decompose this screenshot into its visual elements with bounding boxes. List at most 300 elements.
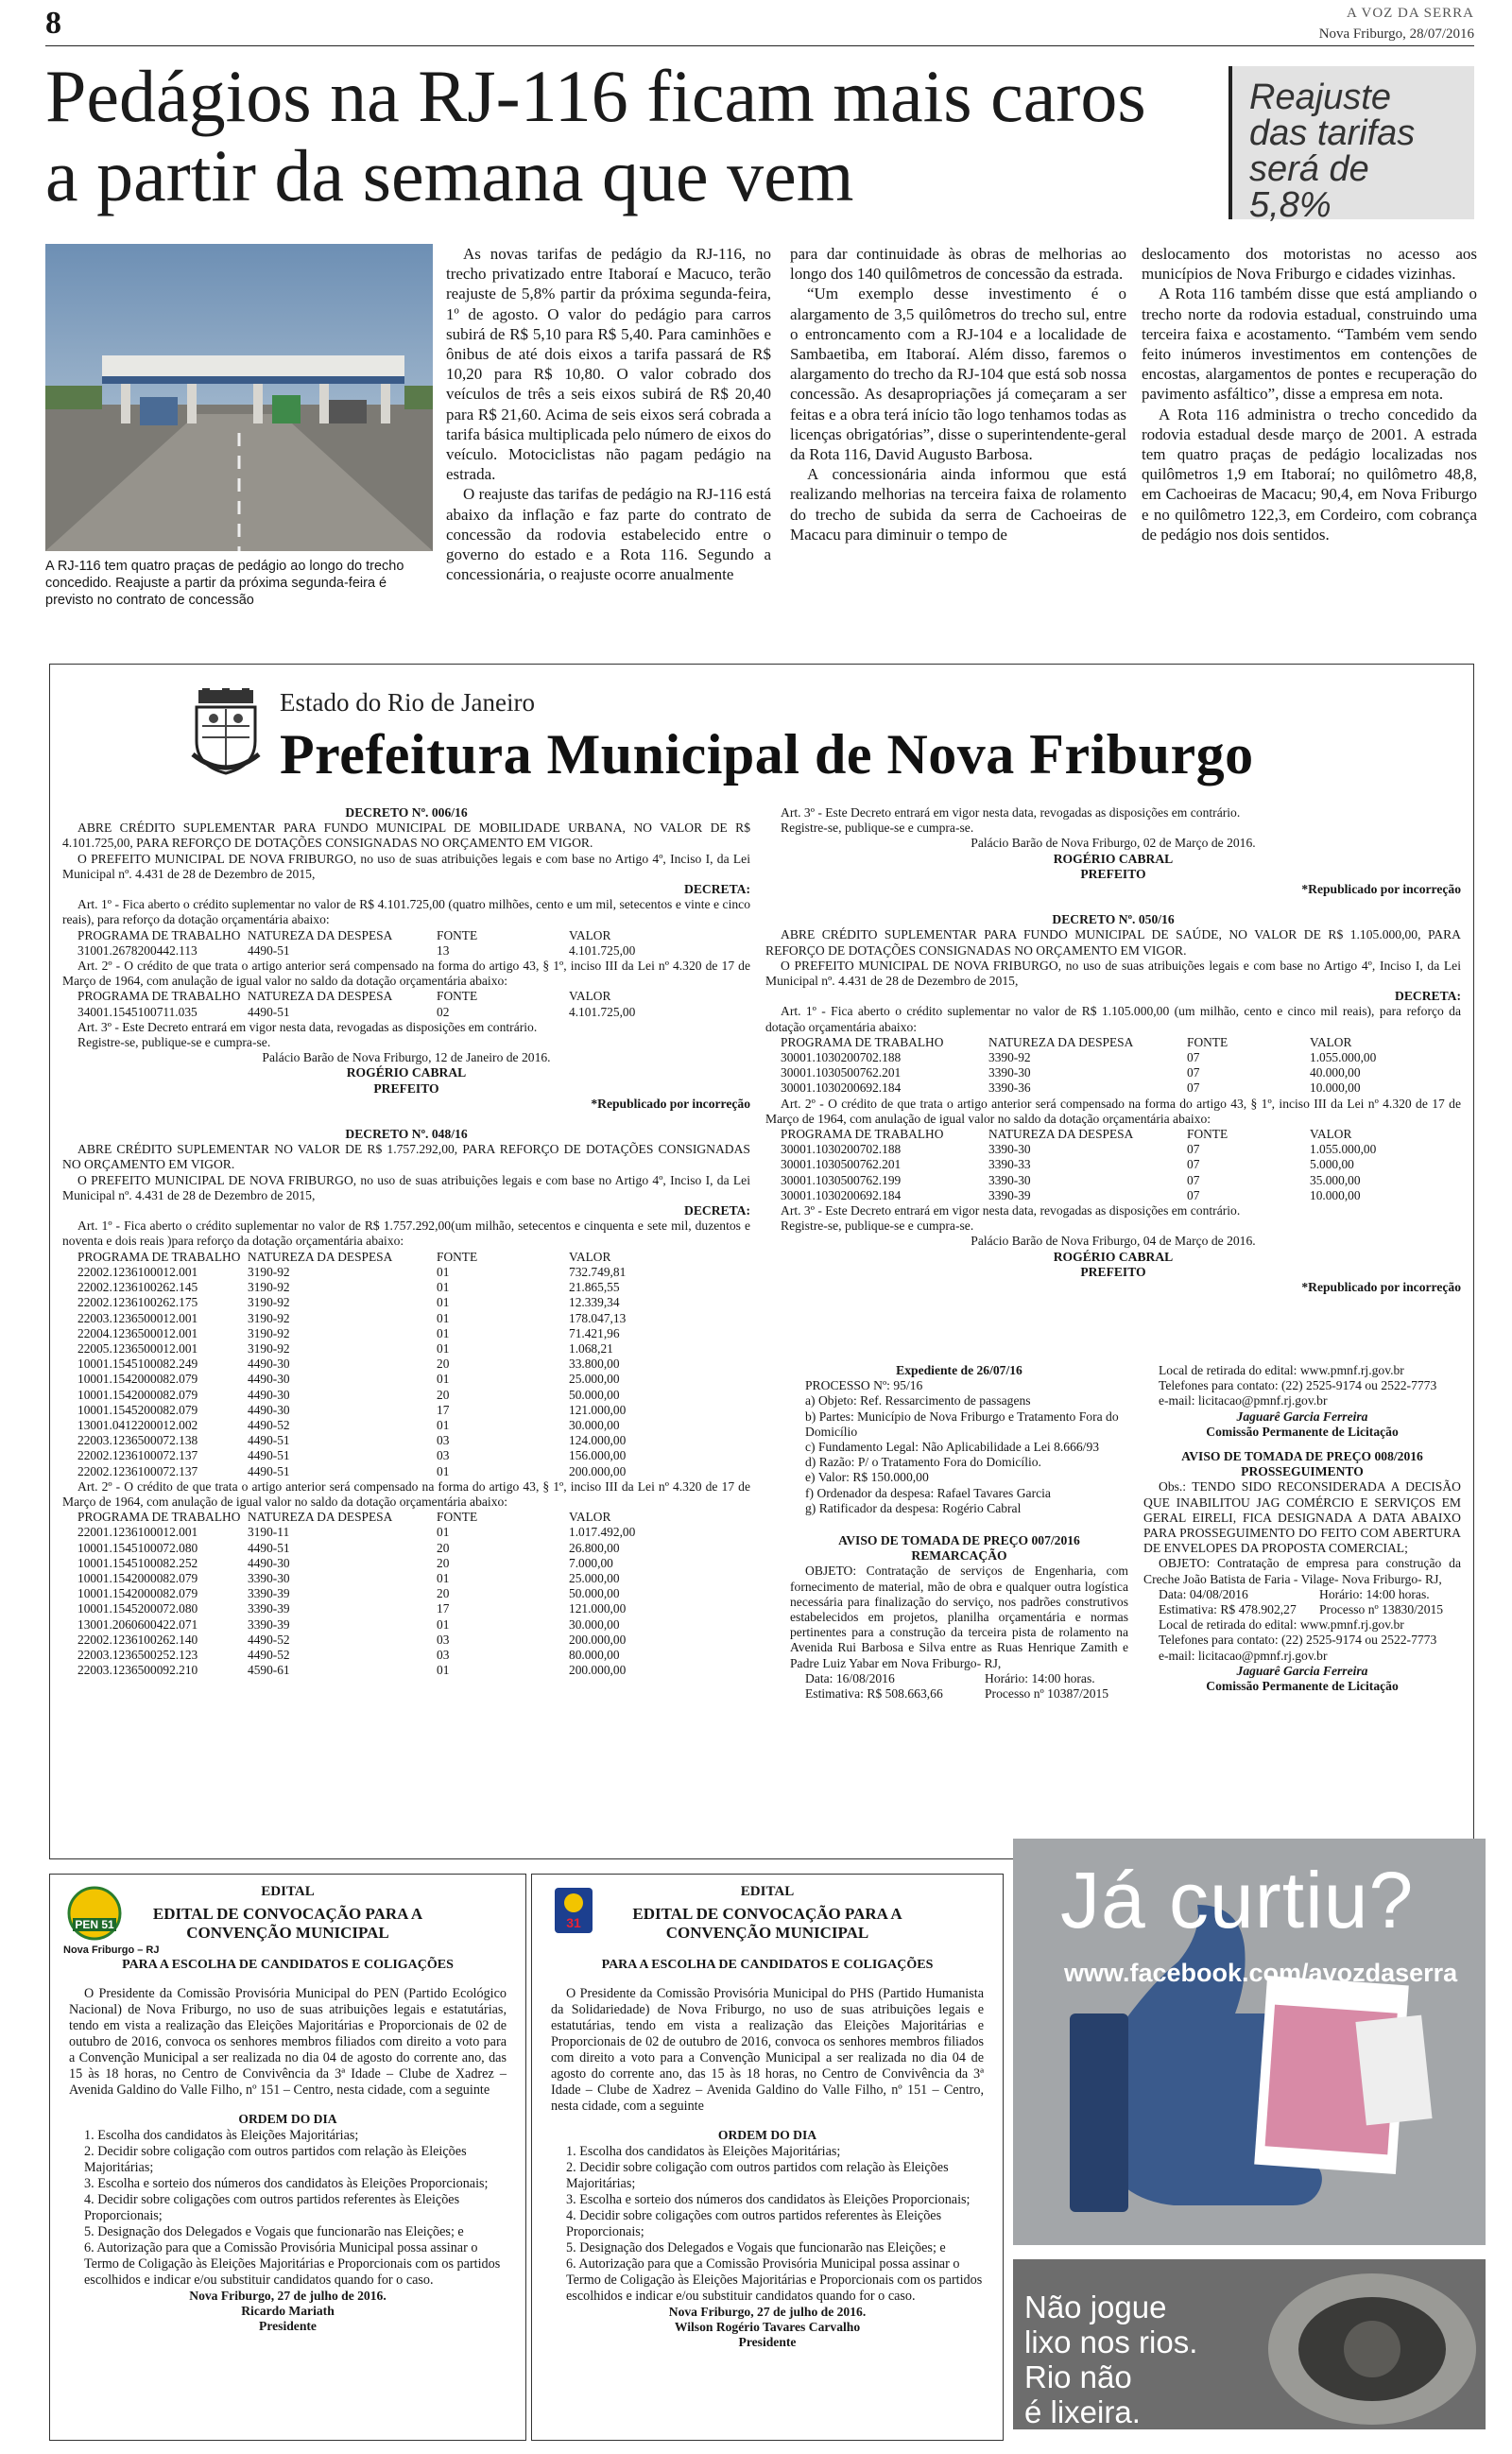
table-cell: 01 bbox=[437, 1264, 450, 1279]
table-cell: 71.421,96 bbox=[569, 1325, 620, 1340]
contact-lines bbox=[1143, 1363, 1461, 1409]
table-cell: 5.000,00 bbox=[1310, 1157, 1354, 1172]
table-cell: 01 bbox=[437, 1340, 450, 1356]
article-paragraph: deslocamento dos motoristas no acesso aos municípios de Nova Friburgo e cidades vizinhas. bbox=[1142, 245, 1477, 284]
contact-signature: Jaguarê Garcia Ferreira bbox=[1236, 1408, 1368, 1424]
col-header: PROGRAMA DE TRABALHO bbox=[77, 1249, 241, 1264]
table-cell: 200.000,00 bbox=[569, 1663, 627, 1678]
col-header: NATUREZA DA DESPESA bbox=[988, 1034, 1134, 1049]
table-cell: 07 bbox=[1187, 1080, 1200, 1096]
coat-of-arms-icon bbox=[189, 688, 263, 777]
table-cell: 22004.1236500012.001 bbox=[77, 1325, 198, 1340]
top-rule bbox=[45, 45, 1474, 46]
river-text-line: Rio não bbox=[1024, 2359, 1132, 2394]
table-cell: 10001.1542000082.079 bbox=[77, 1372, 198, 1387]
table-cell: 4490-51 bbox=[248, 1433, 290, 1448]
edital-phs bbox=[531, 1874, 1004, 2441]
col-header: FONTE bbox=[437, 989, 478, 1004]
aviso-007-title: AVISO DE TOMADA DE PREÇO 007/2016 bbox=[838, 1533, 1080, 1548]
table-cell: 4590-61 bbox=[248, 1663, 290, 1678]
decreto-006-table-2 bbox=[62, 989, 750, 1019]
pen-logo-text: PEN 51 bbox=[75, 1918, 114, 1931]
decreto-end-register: Registre-se, publique-se e cumpra-se. bbox=[781, 821, 974, 836]
table-cell: 30001.1030500762.201 bbox=[781, 1065, 902, 1080]
table-cell: 01 bbox=[437, 1372, 450, 1387]
decreto-end-place: Palácio Barão de Nova Friburgo, 02 de Março de 2016. bbox=[971, 836, 1256, 851]
table-cell: 3390-92 bbox=[988, 1050, 1031, 1065]
table-cell: 01 bbox=[437, 1280, 450, 1295]
article-paragraph: O reajuste das tarifas de pedágio na RJ-116 está abaixo da inflação e faz parte do contrato de concessão da rodovia estabelecido entre o governo do estado e a Rota 116. Segundo a concessionária, o reajuste ocorre anualmente bbox=[446, 485, 771, 584]
toll-plaza-illustration bbox=[45, 244, 433, 551]
article-headline: Pedágios na RJ-116 ficam mais caros a partir da semana que vem bbox=[45, 55, 1146, 216]
article-column-2 bbox=[790, 244, 1126, 544]
article-paragraph: para dar continuidade às obras de melhorias ao longo dos 140 quilômetros de concessão da estrada. bbox=[790, 245, 1126, 284]
col-header: FONTE bbox=[1187, 1127, 1228, 1142]
edital-pen-signature: Ricardo Mariath bbox=[241, 2303, 335, 2318]
col-header: NATUREZA DA DESPESA bbox=[248, 927, 393, 942]
decreto-048-intro: O PREFEITO MUNICIPAL DE NOVA FRIBURGO, no uso de suas atribuições legais e com base no Artigo 4º, Inciso I, da Lei Municipal nº. 4.431 de 28 de Dezembro de 2015, bbox=[62, 1172, 750, 1202]
table-cell: 22002.1236100262.140 bbox=[77, 1632, 198, 1647]
table-cell: 30001.1030200702.188 bbox=[781, 1050, 902, 1065]
decreto-006-decreta: DECRETA: bbox=[684, 882, 750, 897]
table-cell: 35.000,00 bbox=[1310, 1172, 1361, 1187]
expediente-line: PROCESSO Nº: 95/16 bbox=[805, 1378, 923, 1393]
decreto-050-signature: ROGÉRIO CABRAL bbox=[1053, 1249, 1174, 1264]
decreto-048-decreta: DECRETA: bbox=[684, 1203, 750, 1218]
table-cell: 30001.1030200692.184 bbox=[781, 1187, 902, 1202]
table-cell: 1.055.000,00 bbox=[1310, 1142, 1377, 1157]
aviso-008-signature: Jaguarê Garcia Ferreira bbox=[1236, 1663, 1368, 1678]
table-cell: 17 bbox=[437, 1402, 450, 1417]
col-header: NATUREZA DA DESPESA bbox=[248, 1510, 393, 1525]
edital-phs-order-title: ORDEM DO DIA bbox=[717, 2128, 817, 2143]
order-item: 5. Designação dos Delegados e Vogais que funcionarão nas Eleições; e bbox=[566, 2239, 946, 2255]
facebook-ad-title: Já curtiu? bbox=[1060, 1856, 1415, 1944]
table-cell: 01 bbox=[437, 1417, 450, 1432]
table-cell: 26.800,00 bbox=[569, 1540, 620, 1555]
decreto-048-art1: Art. 1º - Fica aberto o crédito suplementar no valor de R$ 1.757.292,00(um milhão, setecentos e cinquenta e sete mil, duzentos e noventa e dois reais )para reforço da dotação orçamentária abaixo: bbox=[62, 1218, 750, 1249]
table-cell: 3390-30 bbox=[988, 1142, 1031, 1157]
edital-pen-date: Nova Friburgo, 27 de julho de 2016. bbox=[189, 2288, 387, 2303]
decreto-050-table-2 bbox=[765, 1127, 1461, 1203]
river-text-line: Não jogue bbox=[1024, 2290, 1167, 2324]
table-cell: 50.000,00 bbox=[569, 1387, 620, 1402]
masthead-date: Nova Friburgo, 28/07/2016 bbox=[1318, 26, 1474, 42]
edital-phs-body: O Presidente da Comissão Provisória Municipal do PHS (Partido Humanista da Solidariedade) de Nova Friburgo, no uso de suas atribuições legais e estatutárias, tendo em vista a realização das Eleições Majoritárias e Proporcionais de 02 de outubro de 2016, convoca os senhores membros filiados com direito a voto para a Convenção Municipal a ser realizada no dia 04 de agosto do corrente ano, das 15 às 18 horas, no Centro de Convivência da 3ª Idade – Clube de Xadrez – Avenida Galdino do Valle Filho, nº 151 – Centro, nesta cidade, com a seguinte bbox=[551, 1986, 984, 2115]
decreto-006-art3: Art. 3º - Este Decreto entrará em vigor nesta data, revogadas as disposições em contrário. bbox=[77, 1019, 538, 1034]
col-header: NATUREZA DA DESPESA bbox=[988, 1127, 1134, 1142]
table-cell: 03 bbox=[437, 1647, 450, 1662]
table-cell: 121.000,00 bbox=[569, 1402, 627, 1417]
col-header: VALOR bbox=[569, 1510, 611, 1525]
contact-role: Comissão Permanente de Licitação bbox=[1206, 1424, 1399, 1439]
table-cell: 07 bbox=[1187, 1050, 1200, 1065]
decreto-006-title: DECRETO Nº. 006/16 bbox=[345, 805, 468, 820]
expediente-line: b) Partes: Município de Nova Friburgo e Tratamento Fora do Domicílio bbox=[805, 1408, 1119, 1439]
page-number: 8 bbox=[45, 6, 61, 41]
order-item: 6. Autorização para que a Comissão Provisória Municipal possa assinar o Termo de Coligação às Eleições Majoritárias e Proporcionais com os partidos escolhidos e indicar e/ou substituir candidatos quando for o caso. bbox=[566, 2255, 983, 2304]
prefeitura-state: Estado do Rio de Janeiro bbox=[280, 688, 535, 717]
decreto-006-republished: *Republicado por incorreção bbox=[591, 1096, 750, 1111]
table-cell: 200.000,00 bbox=[569, 1632, 627, 1647]
table-cell: 31001.2678200442.113 bbox=[77, 942, 198, 958]
article-paragraph: A concessionária ainda informou que está realizando melhorias na terceira faixa de rolamento do trecho de subida da serra de Cachoeiras de Macacu para diminuir o tempo de bbox=[790, 465, 1126, 544]
table-cell: 20 bbox=[437, 1586, 450, 1601]
table-cell: 10001.1545200082.079 bbox=[77, 1402, 198, 1417]
aviso-time: Horário: 14:00 horas. bbox=[985, 1670, 1095, 1685]
table-cell: 4490-52 bbox=[248, 1632, 290, 1647]
edital-pen-title: EDITAL DE CONVOCAÇÃO PARA A CONVENÇÃO MUNICIPAL bbox=[152, 1905, 423, 1943]
table-cell: 10001.1545100072.080 bbox=[77, 1540, 198, 1555]
table-cell: 3190-92 bbox=[248, 1280, 290, 1295]
article-paragraph: A Rota 116 também disse que está ampliando o trecho norte da rodovia estadual, construindo uma terceira faixa e acostamento. “Também vem sendo feito inúmeros investimentos em contenções de encostas, alargamentos de pontes e recuperação do pavimento asfáltico”, disse a empresa em nota. bbox=[1142, 285, 1477, 404]
edital-phs-role: Presidente bbox=[738, 2335, 797, 2350]
order-item: 1. Escolha dos candidatos às Eleições Majoritárias; bbox=[84, 2127, 359, 2143]
col-header: PROGRAMA DE TRABALHO bbox=[781, 1127, 944, 1142]
table-cell: 4490-51 bbox=[248, 1463, 290, 1478]
river-campaign-text bbox=[1024, 2290, 1197, 2429]
expediente-line: c) Fundamento Legal: Não Aplicabilidade a Lei 8.666/93 bbox=[805, 1440, 1100, 1455]
order-item: 6. Autorização para que a Comissão Provisória Municipal possa assinar o Termo de Coligação às Eleições Majoritárias e Proporcionais com os partidos escolhidos e indicar e/ou substituir candidatos quando for o caso. bbox=[84, 2239, 501, 2288]
table-cell: 50.000,00 bbox=[569, 1586, 620, 1601]
facebook-ad-url[interactable]: www.facebook.com/avozdaserra bbox=[1064, 1959, 1458, 1987]
phs-logo-text: 31 bbox=[566, 1915, 581, 1930]
contact-line: e-mail: licitacao@pmnf.rj.gov.br bbox=[1159, 1393, 1328, 1408]
table-cell: 22002.1236100262.175 bbox=[77, 1295, 198, 1310]
table-cell: 33.800,00 bbox=[569, 1357, 620, 1372]
decreto-050-register: Registre-se, publique-se e cumpra-se. bbox=[781, 1218, 974, 1234]
col-header: PROGRAMA DE TRABALHO bbox=[77, 927, 241, 942]
table-cell: 4490-51 bbox=[248, 942, 290, 958]
table-cell: 30001.1030200702.188 bbox=[781, 1142, 902, 1157]
col-header: PROGRAMA DE TRABALHO bbox=[781, 1034, 944, 1049]
table-cell: 3190-92 bbox=[248, 1340, 290, 1356]
table-cell: 3390-39 bbox=[248, 1586, 290, 1601]
table-cell: 03 bbox=[437, 1448, 450, 1463]
table-cell: 34001.1545100711.035 bbox=[77, 1004, 198, 1019]
table-cell: 07 bbox=[1187, 1065, 1200, 1080]
aviso-008-title: AVISO DE TOMADA DE PREÇO 008/2016 bbox=[1181, 1449, 1423, 1464]
table-cell: 22003.1236500092.210 bbox=[77, 1663, 198, 1678]
edital-pen-subtitle: PARA A ESCOLHA DE CANDIDATOS E COLIGAÇÕES bbox=[122, 1958, 454, 1973]
table-cell: 22002.1236100072.137 bbox=[77, 1463, 198, 1478]
decreto-050-summary: ABRE CRÉDITO SUPLEMENTAR PARA FUNDO MUNICIPAL DE SAÚDE, NO VALOR DE R$ 1.105.000,00, PARA REFORÇO DE DOTAÇÕES CONSIGNADAS NO ORÇAMENTO EM VIGOR. bbox=[765, 927, 1461, 958]
aviso-process: Processo nº 13830/2015 bbox=[1319, 1602, 1444, 1617]
order-item: 2. Decidir sobre coligação com outros partidos com relação às Eleições Majoritárias; bbox=[84, 2143, 467, 2175]
order-item: 3. Escolha e sorteio dos números dos candidatos às Eleições Proporcionais; bbox=[84, 2175, 489, 2191]
expediente-line: a) Objeto: Ref. Ressarcimento de passagens bbox=[805, 1393, 1031, 1408]
table-cell: 178.047,13 bbox=[569, 1310, 627, 1325]
decreto-050-decreta: DECRETA: bbox=[1395, 989, 1461, 1004]
table-cell: 01 bbox=[437, 1525, 450, 1540]
toll-plaza-photo bbox=[45, 244, 433, 551]
decreto-006-role: PREFEITO bbox=[373, 1080, 439, 1096]
col-header: FONTE bbox=[437, 927, 478, 942]
table-cell: 10001.1545200072.080 bbox=[77, 1601, 198, 1616]
edital-pen-label: EDITAL bbox=[261, 1884, 315, 1899]
table-cell: 01 bbox=[437, 1325, 450, 1340]
order-item: 3. Escolha e sorteio dos números dos candidatos às Eleições Proporcionais; bbox=[566, 2191, 971, 2207]
edital-pen bbox=[49, 1874, 526, 2441]
table-cell: 20 bbox=[437, 1357, 450, 1372]
table-cell: 3390-30 bbox=[988, 1065, 1031, 1080]
decreto-006-art2: Art. 2º - O crédito de que trata o artigo anterior será compensado na forma do artigo 43, § 1º, inciso III da Lei nº 4.320 de 17 de Março de 1964, com anulação de igual valor no saldo da dotação orçamentária abaixo: bbox=[62, 959, 750, 989]
masthead-name: A VOZ DA SERRA bbox=[1347, 6, 1474, 21]
table-cell: 03 bbox=[437, 1632, 450, 1647]
table-cell: 01 bbox=[437, 1310, 450, 1325]
article-paragraph: A Rota 116 administra o trecho concedido da rodovia estadual desde março de 2001. A estrada tem quatro praças de pedágio localizadas nos quilômetros 1,9 em Itaboraí; no quilômetro 48,8, em Cachoeiras de Macacu; 90,4, em Nova Friburgo e no quilômetro 122,3, em Cordeiro, com cobrança de pedágio nos dois sentidos. bbox=[1142, 405, 1477, 544]
col-header: FONTE bbox=[437, 1510, 478, 1525]
table-cell: 07 bbox=[1187, 1157, 1200, 1172]
table-cell: 02 bbox=[437, 1004, 450, 1019]
table-cell: 4.101.725,00 bbox=[569, 1004, 636, 1019]
decreto-048-title: DECRETO Nº. 048/16 bbox=[345, 1127, 468, 1142]
table-cell: 3390-39 bbox=[248, 1601, 290, 1616]
table-cell: 30001.1030200692.184 bbox=[781, 1080, 902, 1096]
order-item: 4. Decidir sobre coligações com outros partidos referentes às Eleições Proporcionais; bbox=[566, 2207, 942, 2239]
table-cell: 4490-30 bbox=[248, 1357, 290, 1372]
table-cell: 3190-11 bbox=[248, 1525, 290, 1540]
table-cell: 20 bbox=[437, 1387, 450, 1402]
table-cell: 10.000,00 bbox=[1310, 1187, 1361, 1202]
table-cell: 732.749,81 bbox=[569, 1264, 627, 1279]
table-cell: 4490-30 bbox=[248, 1402, 290, 1417]
table-cell: 01 bbox=[437, 1463, 450, 1478]
table-cell: 156.000,00 bbox=[569, 1448, 627, 1463]
table-cell: 22002.1236100072.137 bbox=[77, 1448, 198, 1463]
table-cell: 3390-36 bbox=[988, 1080, 1031, 1096]
table-cell: 3190-92 bbox=[248, 1295, 290, 1310]
table-cell: 4490-52 bbox=[248, 1647, 290, 1662]
table-cell: 20 bbox=[437, 1555, 450, 1570]
aviso-008-details bbox=[1143, 1587, 1461, 1617]
decreto-end-art3: Art. 3º - Este Decreto entrará em vigor nesta data, revogadas as disposições em contrário. bbox=[781, 805, 1241, 820]
table-cell: 13001.2060600422.071 bbox=[77, 1616, 198, 1632]
expediente-title: Expediente de 26/07/16 bbox=[896, 1363, 1022, 1377]
table-cell: 3390-30 bbox=[988, 1172, 1031, 1187]
table-cell: 80.000,00 bbox=[569, 1647, 620, 1662]
article-column-3 bbox=[1142, 244, 1477, 544]
table-cell: 13001.0412200012.002 bbox=[77, 1417, 198, 1432]
order-item: 1. Escolha dos candidatos às Eleições Majoritárias; bbox=[566, 2143, 841, 2159]
table-cell: 4490-30 bbox=[248, 1555, 290, 1570]
aviso-007-details bbox=[790, 1671, 1128, 1702]
table-cell: 1.017.492,00 bbox=[569, 1525, 636, 1540]
decreto-end-signature: ROGÉRIO CABRAL bbox=[1053, 851, 1174, 866]
table-cell: 3390-30 bbox=[248, 1570, 290, 1585]
aviso-007-body: OBJETO: Contratação de serviços de Engenharia, com fornecimento de material, mão de obra e qualquer outra logística necessária para finalização do serviço, nos padrões construtivos estabelecidos em projetos, planilha orçamentária e normas pertinentes para a construção da terceira pista de rolamento na Avenida Rui Barbosa e Silva entre as Ruas Henrique Zamith e Padre Luiz Yabar em Nova Friburgo- RJ, bbox=[790, 1564, 1128, 1670]
decreto-050-republished: *Republicado por incorreção bbox=[1301, 1280, 1461, 1295]
table-cell: 22002.1236100012.001 bbox=[77, 1264, 198, 1279]
col-header: PROGRAMA DE TRABALHO bbox=[77, 1510, 241, 1525]
article-column-1 bbox=[446, 244, 771, 584]
decreto-048-table-2 bbox=[62, 1510, 750, 1678]
decreto-048-summary: ABRE CRÉDITO SUPLEMENTAR NO VALOR DE R$ 1.757.292,00, PARA REFORÇO DE DOTAÇÕES CONSIGNADAS NO ORÇAMENTO EM VIGOR. bbox=[62, 1142, 750, 1172]
order-item: 4. Decidir sobre coligações com outros partidos referentes às Eleições Proporcionais; bbox=[84, 2191, 460, 2223]
expediente-line: d) Razão: P/ o Tratamento Fora do Domicílio. bbox=[805, 1455, 1041, 1470]
order-item: 2. Decidir sobre coligação com outros partidos com relação às Eleições Majoritárias; bbox=[566, 2159, 949, 2191]
edital-pen-role: Presidente bbox=[259, 2319, 317, 2334]
aviso-estimate: Estimativa: R$ 508.663,66 bbox=[805, 1686, 943, 1702]
table-cell: 22002.1236100262.145 bbox=[77, 1280, 198, 1295]
decreto-050-art1: Art. 1º - Fica aberto o crédito suplementar no valor de R$ 1.105.000,00 (um milhão, cento e cinco mil reais), para reforço da dotação orçamentária abaixo: bbox=[765, 1004, 1461, 1034]
decreto-006-place: Palácio Barão de Nova Friburgo, 12 de Janeiro de 2016. bbox=[262, 1050, 551, 1065]
table-cell: 4490-30 bbox=[248, 1372, 290, 1387]
legal-column-left bbox=[62, 805, 750, 1678]
decreto-050-intro: O PREFEITO MUNICIPAL DE NOVA FRIBURGO, no uso de suas atribuições legais e com base no Artigo 4º, Inciso I, da Lei Municipal nº. 4.431 de 28 de Dezembro de 2015, bbox=[765, 958, 1461, 989]
pen-logo-icon bbox=[67, 1886, 122, 1941]
table-cell: 07 bbox=[1187, 1187, 1200, 1202]
decreto-end-republished: *Republicado por incorreção bbox=[1301, 882, 1461, 897]
article-paragraph: As novas tarifas de pedágio da RJ-116, no trecho privatizado entre Itaboraí e Macuco, terão reajuste de 5,8% partir da próxima segunda-feira, 1º de agosto. O valor do pedágio para carros subirá de R$ 5,10 para R$ 5,40. Para caminhões e ônibus de até dois eixos a tarifa passará de R$ 10,20 para R$ 10,80. O valor cobrado dos veículos de três a seis eixos subirá de R$ 20,40 para R$ 21,60. Acima de seis eixos será cobrada a tarifa básica multiplicada pelo número de eixos do veículo. Motociclistas não pagam pedágio na estrada. bbox=[446, 245, 771, 484]
table-cell: 22001.1236100012.001 bbox=[77, 1525, 198, 1540]
aviso-008-body: OBJETO: Contratação de empresa para construção da Creche João Batista de Faria - Vilage- Nova Friburgo- RJ, bbox=[1143, 1556, 1461, 1586]
contact-line: Telefones para contato: (22) 2525-9174 ou 2522-7773 bbox=[1159, 1633, 1437, 1648]
table-cell: 3190-92 bbox=[248, 1264, 290, 1279]
table-cell: 20 bbox=[437, 1540, 450, 1555]
table-cell: 4490-30 bbox=[248, 1387, 290, 1402]
table-cell: 3190-92 bbox=[248, 1325, 290, 1340]
edital-pen-body: O Presidente da Comissão Provisória Municipal do PEN (Partido Ecológico Nacional) de Nova Friburgo, no uso de suas atribuições legais e estatutárias, tendo em vista a realização das Eleições Majoritárias e Proporcionais de 02 de outubro de 2016, convoca os senhores membros filiados com direito a voto para a Convenção Municipal a ser realizada no dia 04 de agosto do corrente ano, das 15 às 18 horas, no Centro de Convivência da 3ª Idade – Clube de Xadrez – Avenida Galdino do Valle Filho, nº 151 – Centro, nesta cidade, com a seguinte bbox=[69, 1986, 507, 2099]
aviso-process: Processo nº 10387/2015 bbox=[985, 1686, 1109, 1702]
expediente-lines bbox=[790, 1378, 1128, 1516]
table-cell: 03 bbox=[437, 1433, 450, 1448]
table-cell: 01 bbox=[437, 1663, 450, 1678]
decreto-006-register: Registre-se, publique-se e cumpra-se. bbox=[77, 1035, 271, 1050]
table-cell: 10001.1542000082.079 bbox=[77, 1570, 198, 1585]
table-cell: 01 bbox=[437, 1295, 450, 1310]
aviso-008-obs: Obs.: TENDO SIDO RECONSIDERADA A DECISÃO QUE INABILITOU JAG COMÉRCIO E SERVIÇOS EM GERAL EIRELI, FICA DESIGNADA A DATA ABAIXO PARA PROSSEGUIMENTO DO FEITO COM ABERTURA DE ENVELOPES DA PROPOSTA COMERCIAL; bbox=[1143, 1479, 1461, 1556]
table-cell: 4490-51 bbox=[248, 1448, 290, 1463]
decreto-050-role: PREFEITO bbox=[1080, 1264, 1146, 1279]
edital-phs-label: EDITAL bbox=[740, 1884, 795, 1899]
table-cell: 30001.1030500762.199 bbox=[781, 1172, 902, 1187]
river-text-line: lixo nos rios. bbox=[1024, 2324, 1198, 2359]
decreto-050-table-1 bbox=[765, 1035, 1461, 1097]
edital-pen-order-title: ORDEM DO DIA bbox=[238, 2112, 337, 2127]
table-cell: 3390-33 bbox=[988, 1157, 1031, 1172]
aviso-008-block bbox=[1143, 1363, 1461, 1694]
col-header: VALOR bbox=[1310, 1034, 1352, 1049]
table-cell: 01 bbox=[437, 1616, 450, 1632]
table-cell: 200.000,00 bbox=[569, 1463, 627, 1478]
table-cell: 13 bbox=[437, 942, 450, 958]
table-cell: 3390-39 bbox=[988, 1187, 1031, 1202]
table-cell: 4.101.725,00 bbox=[569, 942, 636, 958]
col-header: VALOR bbox=[569, 989, 611, 1004]
table-cell: 07 bbox=[1187, 1172, 1200, 1187]
aviso-007-subtitle: REMARCAÇÃO bbox=[911, 1548, 1007, 1564]
phs-logo-icon bbox=[553, 1886, 594, 1937]
aviso-date: Data: 16/08/2016 bbox=[805, 1670, 895, 1685]
table-cell: 01 bbox=[437, 1570, 450, 1585]
table-cell: 10001.1545100082.252 bbox=[77, 1555, 198, 1570]
table-cell: 30.000,00 bbox=[569, 1417, 620, 1432]
aviso-008-contact bbox=[1143, 1617, 1461, 1664]
table-cell: 4490-51 bbox=[248, 1004, 290, 1019]
article-deck: Reajuste das tarifas será de 5,8% bbox=[1228, 66, 1474, 219]
col-header: PROGRAMA DE TRABALHO bbox=[77, 989, 241, 1004]
table-cell: 12.339,34 bbox=[569, 1295, 620, 1310]
photo-caption: A RJ-116 tem quatro praças de pedágio ao longo do trecho concedido. Reajuste a partir da próxima segunda-feira é previsto no contrato de concessão bbox=[45, 559, 404, 608]
table-cell: 4490-51 bbox=[248, 1540, 290, 1555]
table-cell: 10001.1542000082.079 bbox=[77, 1387, 198, 1402]
col-header: VALOR bbox=[569, 927, 611, 942]
table-cell: 17 bbox=[437, 1601, 450, 1616]
prefeitura-title: Prefeitura Municipal de Nova Friburgo bbox=[280, 723, 1254, 786]
table-cell: 124.000,00 bbox=[569, 1433, 627, 1448]
table-cell: 40.000,00 bbox=[1310, 1065, 1361, 1080]
decreto-048-art2: Art. 2º - O crédito de que trata o artigo anterior será compensado na forma do artigo 43, § 1º, inciso III da Lei nº 4.320 de 17 de Março de 1964, com anulação de igual valor no saldo da dotação orçamentária abaixo: bbox=[62, 1478, 750, 1509]
decreto-050-art3: Art. 3º - Este Decreto entrará em vigor nesta data, revogadas as disposições em contrário. bbox=[781, 1203, 1241, 1218]
expediente-line: f) Ordenador da despesa: Rafael Tavares Garcia bbox=[805, 1485, 1051, 1500]
contact-line: e-mail: licitacao@pmnf.rj.gov.br bbox=[1159, 1648, 1328, 1663]
table-cell: 30001.1030500762.201 bbox=[781, 1157, 902, 1172]
col-header: FONTE bbox=[437, 1249, 478, 1264]
decreto-050-title: DECRETO Nº. 050/16 bbox=[1052, 912, 1175, 927]
table-cell: 30.000,00 bbox=[569, 1616, 620, 1632]
table-cell: 07 bbox=[1187, 1142, 1200, 1157]
legal-column-right bbox=[765, 805, 1461, 1295]
decreto-006-table-1 bbox=[62, 928, 750, 959]
aviso-estimate: Estimativa: R$ 478.902,27 bbox=[1159, 1602, 1297, 1617]
decreto-006-summary: ABRE CRÉDITO SUPLEMENTAR PARA FUNDO MUNICIPAL DE MOBILIDADE URBANA, NO VALOR DE R$ 4.101.725,00, PARA REFORÇO DE DOTAÇÕES CONSIGNADAS NO ORÇAMENTO EM VIGOR. bbox=[62, 821, 750, 851]
contact-line: Telefones para contato: (22) 2525-9174 ou 2522-7773 bbox=[1159, 1378, 1437, 1393]
table-cell: 25.000,00 bbox=[569, 1372, 620, 1387]
expediente-line: e) Valor: R$ 150.000,00 bbox=[805, 1470, 929, 1485]
edital-phs-date: Nova Friburgo, 27 de julho de 2016. bbox=[668, 2304, 867, 2319]
decreto-050-place: Palácio Barão de Nova Friburgo, 04 de Março de 2016. bbox=[971, 1234, 1256, 1249]
col-header: FONTE bbox=[1187, 1034, 1228, 1049]
decreto-048-table-1 bbox=[62, 1250, 750, 1479]
river-text-line: é lixeira. bbox=[1024, 2394, 1141, 2429]
table-cell: 10001.1542000082.079 bbox=[77, 1586, 198, 1601]
table-cell: 25.000,00 bbox=[569, 1570, 620, 1585]
order-item: 5. Designação dos Delegados e Vogais que funcionarão nas Eleições; e bbox=[84, 2223, 464, 2239]
table-cell: 3390-39 bbox=[248, 1616, 290, 1632]
aviso-008-subtitle: PROSSEGUIMENTO bbox=[1241, 1464, 1364, 1479]
col-header: NATUREZA DA DESPESA bbox=[248, 1249, 393, 1264]
table-cell: 10001.1545100082.249 bbox=[77, 1357, 198, 1372]
col-header: VALOR bbox=[569, 1249, 611, 1264]
edital-pen-items bbox=[69, 2128, 507, 2289]
edital-phs-signature: Wilson Rogério Tavares Carvalho bbox=[674, 2319, 861, 2334]
col-header: NATUREZA DA DESPESA bbox=[248, 989, 393, 1004]
expediente-block bbox=[790, 1363, 1128, 1702]
table-cell: 22003.1236500012.001 bbox=[77, 1310, 198, 1325]
decreto-006-signature: ROGÉRIO CABRAL bbox=[346, 1065, 467, 1080]
table-cell: 1.068,21 bbox=[569, 1340, 613, 1356]
decreto-050-art2: Art. 2º - O crédito de que trata o artigo anterior será compensado na forma do artigo 43, § 1º, inciso III da Lei nº 4.320 de 17 de Março de 1964, com anulação de igual valor no saldo da dotação orçamentária abaixo: bbox=[765, 1096, 1461, 1126]
decreto-end-role: PREFEITO bbox=[1080, 866, 1146, 881]
table-cell: 3190-92 bbox=[248, 1310, 290, 1325]
aviso-time: Horário: 14:00 horas. bbox=[1319, 1586, 1430, 1601]
table-cell: 1.055.000,00 bbox=[1310, 1050, 1377, 1065]
table-cell: 4490-52 bbox=[248, 1417, 290, 1432]
table-cell: 121.000,00 bbox=[569, 1601, 627, 1616]
expediente-line: g) Ratificador da despesa: Rogério Cabral bbox=[805, 1500, 1022, 1515]
decreto-006-art1: Art. 1º - Fica aberto o crédito suplementar no valor de R$ 4.101.725,00 (quatro milhões, cento e um mil, setecentos e vinte e cinco reais), para reforço da dotação orçamentária abaixo: bbox=[62, 897, 750, 927]
decreto-006-intro: O PREFEITO MUNICIPAL DE NOVA FRIBURGO, no uso de suas atribuições legais e com base no Artigo 4º, Inciso I, da Lei Municipal nº. 4.431 de 28 de Dezembro de 2015, bbox=[62, 851, 750, 881]
table-cell: 21.865,55 bbox=[569, 1280, 620, 1295]
table-cell: 10.000,00 bbox=[1310, 1080, 1361, 1096]
table-cell: 22005.1236500012.001 bbox=[77, 1340, 198, 1356]
aviso-date: Data: 04/08/2016 bbox=[1159, 1586, 1248, 1601]
col-header: VALOR bbox=[1310, 1127, 1352, 1142]
table-cell: 22003.1236500252.123 bbox=[77, 1647, 198, 1662]
contact-line: Local de retirada do edital: www.pmnf.rj.gov.br bbox=[1159, 1363, 1404, 1377]
edital-phs-subtitle: PARA A ESCOLHA DE CANDIDATOS E COLIGAÇÕES bbox=[601, 1958, 934, 1973]
